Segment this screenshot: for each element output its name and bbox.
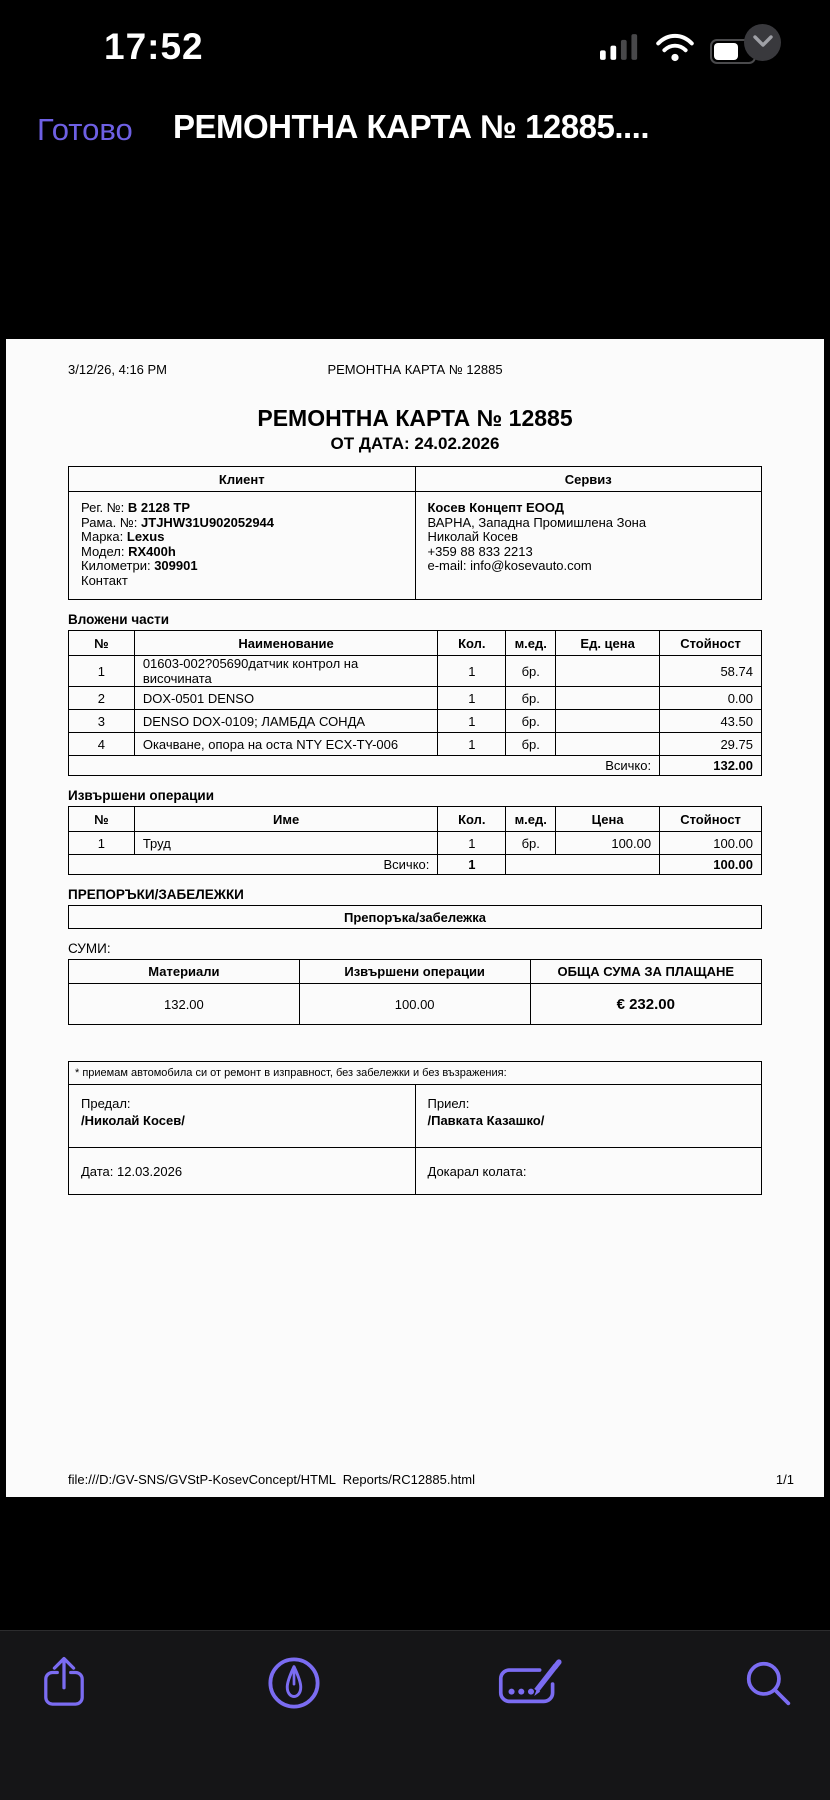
doc-print-title: РЕМОНТНА КАРТА № 12885 (327, 362, 503, 377)
title-menu-button[interactable] (744, 24, 781, 61)
parts-total-row: Всичко: 132.00 (69, 756, 762, 776)
sums-section-title: СУМИ: (68, 941, 111, 956)
received-by-cell: Приел: /Павката Казашко/ (415, 1085, 762, 1148)
wifi-icon (655, 33, 695, 67)
parts-table (68, 630, 762, 776)
sums-header-row: Материали Извършени операции ОБЩА СУМА ЗА ПЛАЩАНЕ (69, 960, 762, 984)
client-service-table (68, 466, 762, 600)
sums-values-row (69, 984, 762, 1025)
acceptance-note-row (69, 1062, 762, 1085)
parts-row: 3 DENSO DOX-0109; ЛАМБДА СОНДА 1 бр. 43.50 (69, 710, 762, 733)
status-bar (0, 0, 830, 100)
operations-total-row: Всичко: 1 100.00 (69, 855, 762, 875)
grand-total: € 232.00 (530, 984, 761, 1025)
done-button[interactable]: Готово (37, 112, 133, 147)
recommendation-cell: Препоръка/забележка (69, 906, 762, 929)
markup-pen-icon (267, 1656, 321, 1710)
operations-row: 1 Труд 1 бр. 100.00 100.00 (69, 832, 762, 855)
signature-meta-row (69, 1148, 762, 1195)
materials-total: 132.00 (69, 984, 300, 1025)
parts-row: 4 Окачване, опора на оста NTY ECX-TY-006 1 бр. 29.75 (69, 733, 762, 756)
signature-names-row (69, 1085, 762, 1148)
cellular-signal-icon (600, 34, 640, 66)
handed-by-cell: Предал: /Николай Косев/ (69, 1085, 416, 1148)
service-header: Сервиз (415, 467, 762, 492)
search-button[interactable] (736, 1651, 800, 1715)
parts-row: 2 DOX-0501 DENSO 1 бр. 0.00 (69, 687, 762, 710)
bottom-toolbar (0, 1630, 830, 1800)
parts-section-title: Вложени части (68, 612, 170, 627)
repair-card-title: РЕМОНТНА КАРТА № 12885 (257, 405, 573, 431)
chevron-down-icon (752, 34, 774, 51)
document-page[interactable] (6, 339, 824, 1497)
recommendations-table (68, 905, 762, 929)
signature-button[interactable] (492, 1651, 570, 1715)
operations-total: 100.00 (299, 984, 530, 1025)
file-path: file:///D:/GV-SNS/GVStP-KosevConcept/HTML Reports/RC12885.html (68, 1472, 475, 1487)
page-number: 1/1 (775, 1472, 794, 1487)
share-button[interactable] (32, 1651, 96, 1715)
status-icons (600, 0, 762, 100)
doc-print-footer (68, 1472, 794, 1487)
doc-print-header (68, 362, 762, 378)
recommendations-section-title: ПРЕПОРЪКИ/ЗАБЕЛЕЖКИ (68, 887, 244, 902)
search-icon (743, 1658, 793, 1708)
date-cell: Дата: 12.03.2026 (69, 1148, 416, 1195)
clock: 17:52 (104, 26, 204, 67)
operations-header-row: № Име Кол. м.ед. Цена Стойност (69, 807, 762, 832)
page-title: РЕМОНТНА КАРТА № 12885.... (173, 108, 650, 145)
doc-print-datetime: 3/12/26, 4:16 PM (68, 362, 168, 377)
sums-table (68, 959, 762, 1025)
nav-bar (0, 100, 830, 180)
operations-section-title: Извършени операции (68, 788, 214, 803)
service-info-cell: Косев Концепт ЕООД ВАРНА, Западна Промишлена Зона Николай Косев +359 88 833 2213 e-mail: info@kosevauto.com (415, 492, 762, 600)
client-header: Клиент (69, 467, 416, 492)
operations-table (68, 806, 762, 875)
driver-cell: Докарал колата: (415, 1148, 762, 1195)
parts-header-row: № Наименование Кол. м.ед. Ед. цена Стойност (69, 631, 762, 656)
repair-card-date: ОТ ДАТА: 24.02.2026 (330, 434, 500, 453)
signature-field-icon (496, 1656, 566, 1710)
markup-button[interactable] (262, 1651, 326, 1715)
acceptance-note: * приемам автомобила си от ремонт в изправност, без забележки и без възражения: (69, 1062, 762, 1085)
client-info-cell: Рег. №: В 2128 ТР Рама. №: JTJHW31U902052944 Марка: Lexus Модел: RX400h Километри: 309901 Контакт (69, 492, 416, 600)
parts-row: 1 01603-002?05690датчик контрол на височината 1 бр. 58.74 (69, 656, 762, 687)
share-icon (41, 1654, 87, 1712)
signature-table (68, 1061, 762, 1195)
